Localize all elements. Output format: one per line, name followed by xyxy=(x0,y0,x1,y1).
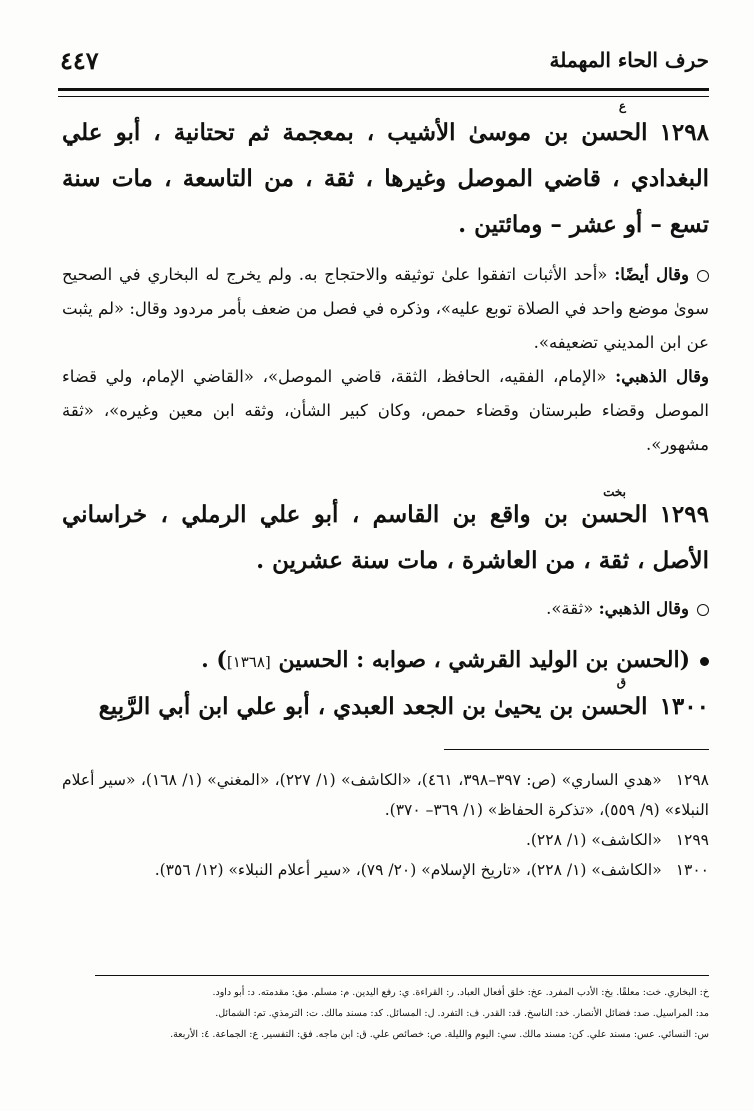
legend-line: خ: البخاري. خت: معلقًا. بخ: الأدب المفرد. عخ: خلق أفعال العباد. ر: القراءة. ي: رفع اليدين. م: مسلم. مق: مقدمته. د: أبو داود. xyxy=(212,987,709,998)
entry-symbol: بخت xyxy=(603,485,626,499)
cross-reference xyxy=(62,640,709,682)
footnote-rule xyxy=(444,749,709,750)
entry-text: بن موسىٰ الأشيب ، بمعجمة ثم تحتانية ، أبو علي البغدادي ، قاضي الموصل وغيرها ، ثقة ، من التاسعة ، مات سنة تسع – أو عشر – ومائتين . xyxy=(62,119,709,238)
entry-symbol: ق xyxy=(616,675,626,689)
footnote-number: ١٢٩٨ xyxy=(675,771,709,789)
entry-name: الحسن xyxy=(581,119,648,146)
legend-line: س: النسائي. عس: مسند علي. كن: مسند مالك. سي: اليوم والليلة. ص: خصائص علي. ق: ابن ماجه. فق: التفسير. ع: الجماعة. ٤: الأربعة. xyxy=(170,1029,709,1040)
filled-bullet-icon xyxy=(700,657,709,666)
cross-ref-text: (الحسن بن الوليد القرشي ، صوابه : الحسين xyxy=(278,647,690,673)
entry-text: بن يحيىٰ بن الجعد العبدي ، أبو علي ابن أبي الرَّبِيع xyxy=(98,693,574,720)
cross-ref-close: ) . xyxy=(201,647,227,673)
quote-lead: وقال أيضًا: xyxy=(614,265,689,284)
header-rule xyxy=(58,88,709,97)
legend-rule xyxy=(95,975,709,976)
quote-text: «الإمام، الفقيه، الحافظ، الثقة، قاضي الموصل»، «القاضي الإمام، ولي قضاء الموصل وقضاء طبرستان وقضاء حمص، وكان كبير الشأن، وثقه ابن معين وغيره»، «ثقة مشهور». xyxy=(62,367,709,454)
entry-number: ١٣٠٠ xyxy=(659,693,709,720)
quote-text: «ثقة». xyxy=(546,599,594,618)
footnotes xyxy=(62,765,709,885)
footnote xyxy=(62,765,709,825)
circle-bullet-icon xyxy=(697,604,709,616)
page-header xyxy=(60,44,709,80)
quote-lead: وقال الذهبي: xyxy=(598,599,689,618)
entry-1299 xyxy=(62,492,709,584)
quote-block xyxy=(62,258,709,360)
page-number: ٤٤٧ xyxy=(60,46,99,75)
quote-text: «أحد الأثبات اتفقوا علىٰ توثيقه والاحتجاج به. ولم يخرج له البخاري في الصحيح سوىٰ موضع واحد في الصلاة توبع عليه»، وذكره في فصل من ضعف بأمر مردود وقال: «لم يثبت عن ابن المديني تضعيفه». xyxy=(62,265,709,352)
running-title: حرف الحاء المهملة xyxy=(549,48,709,72)
entry-number: ١٢٩٩ xyxy=(659,501,709,528)
footnote xyxy=(62,825,709,855)
footnote-text: «هدي الساري» (ص: ٣٩٧–٣٩٨، ٤٦١)، «الكاشف» (١/ ٢٢٧)، «المغني» (١/ ١٦٨)، «سير أعلام النبلاء» (٩/ ٥٥٩)، «تذكرة الحفاظ» (١/ ٣٦٩– ٣٧٠). xyxy=(62,771,709,819)
circle-bullet-icon xyxy=(697,270,709,282)
entry-name: الحسن xyxy=(581,501,648,528)
legend-line: مد: المراسيل. صد: فضائل الأنصار. خد: الناسخ. قد: القدر. ف: التفرد. ل: المسائل. كد: مسند مالك. ت: الترمذي. تم: الشمائل. xyxy=(215,1008,709,1019)
abbreviation-legend xyxy=(62,982,709,1045)
entry-symbol: ع xyxy=(618,99,626,113)
entry-text: بن واقع بن القاسم ، أبو علي الرملي ، خراساني الأصل ، ثقة ، من العاشرة ، مات سنة عشرين . xyxy=(62,501,709,574)
entry-1300 xyxy=(62,684,709,730)
quote-lead: وقال الذهبي: xyxy=(615,367,709,386)
entry-name: الحسن xyxy=(581,693,648,720)
cross-ref-number: [١٣٦٨] xyxy=(226,653,271,671)
footnote xyxy=(62,855,709,885)
footnote-text: «الكاشف» (١/ ٢٢٨). xyxy=(525,831,662,849)
footnote-text: «الكاشف» (١/ ٢٢٨)، «تاريخ الإسلام» (٢٠/ ٧٩)، «سير أعلام النبلاء» (١٢/ ٣٥٦). xyxy=(154,861,662,879)
footnote-number: ١٢٩٩ xyxy=(675,831,709,849)
footnote-number: ١٣٠٠ xyxy=(675,861,709,879)
quote-block xyxy=(62,592,709,626)
entry-number: ١٢٩٨ xyxy=(659,119,709,146)
quote-block xyxy=(62,360,709,462)
entry-1298 xyxy=(62,110,709,248)
